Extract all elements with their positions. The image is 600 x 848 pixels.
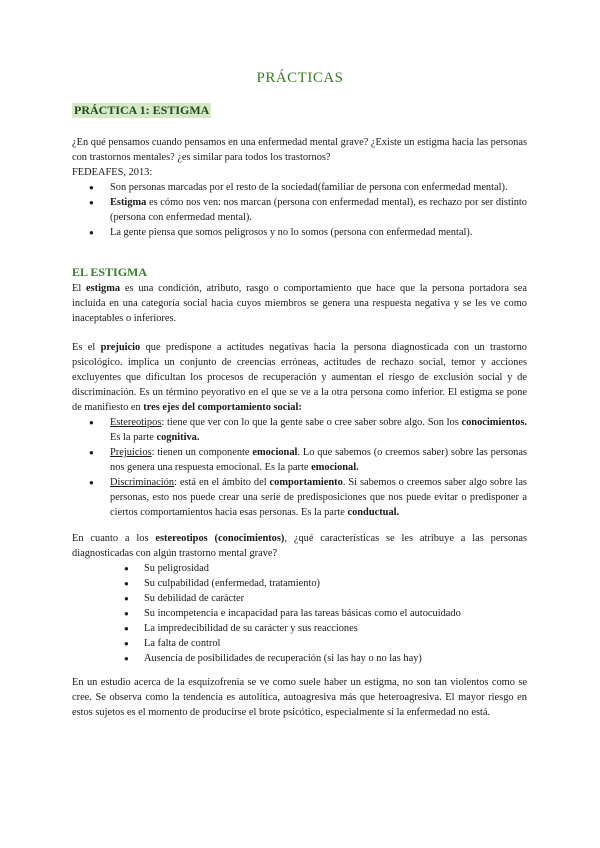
source-line: FEDEAFES, 2013: [72,167,153,178]
paragraph: El estigma es una condición, atributo, rasgo o comportamiento que hace que la persona portadora sea incluida en una categoría social hacia cuyos miembros se genera una respuesta negativa y se les ve como inaceptables o inferiores. [72,283,527,324]
list-item: ● Son personas marcadas por el resto de la sociedad(familiar de persona con enfermedad mental). [72,180,527,195]
page-title: PRÁCTICAS [256,70,344,86]
section-heading-estigma: EL ESTIGMA [72,265,148,279]
list-item: ● Estigma es cómo nos ven: nos marcan (persona con enfermedad mental), es rechazo por ser distinto (persona con enfermedad mental). [72,195,527,225]
list-item: ● Ausencia de posibilidades de recuperación (si las hay o no las hay) [72,651,527,666]
paragraph: Es el prejuicio que predispone a actitudes negativas hacia la persona diagnosticada con un trastorno psicológico. implica un conjunto de creencias erróneas, actitudes de rechazo social, temor y acciones excluyentes que dificultan los procesos de recuperación y aumentan el riesgo de exclusión social y de discriminación. Es un término peyorativo en el que se ve a la otra persona como inferior. El estigma se pone de manifiesto en tres ejes del comportamiento social: [72,342,527,413]
estereotipos-block [72,531,527,666]
list-item: ● Discriminación: está en el ámbito del comportamiento. Si sabemos o creemos saber algo sobre las personas, esto nos puede crear una serie de predisposiciones que nos puede evitar o predisponer a ciertos comportamientos hacia esas personas. Es la parte conductual. [72,475,527,520]
esquizofrenia-block [72,675,527,720]
list-item: ● Su culpabilidad (enfermedad, tratamiento) [72,576,527,591]
list-item: ● La gente piensa que somos peligrosos y no lo somos (persona con enfermedad mental). [72,225,527,240]
list-item: ● La falta de control [72,636,527,651]
list-item: ● Prejuicios: tienen un componente emocional. Lo que sabemos (o creemos saber) sobre las personas nos genera una respuesta emocional. Es la parte emocional. [72,445,527,475]
prejuicio-block [72,340,527,520]
estigma-definition [72,281,527,326]
list-item: ● Su debilidad de carácter [72,591,527,606]
caracteristicas-list [72,561,527,666]
intro-paragraph: ¿En qué pensamos cuando pensamos en una enfermedad mental grave? ¿Existe un estigma hacia las personas con trastornos mentales? ¿es similar para todos los trastornos? [72,137,528,163]
paragraph: En un estudio acerca de la esquizofrenia se ve como suele haber un estigma, no son tan violentos como se cree. Se observa como la tendencia es autolítica, autoagresiva más que heteroagresiva. El mayor riesgo en estos sujetos es el momento de producirse el brote psicótico, especialmente si la enfermedad no está. [72,677,527,718]
practica-intro-block [72,135,527,240]
fedeafes-list [72,180,527,240]
section-heading-practica: PRÁCTICA 1: ESTIGMA [74,103,210,117]
list-item: ● La impredecibilidad de su carácter y sus reacciones [72,621,527,636]
list-item: ● Su peligrosidad [72,561,527,576]
paragraph: En cuanto a los estereotipos (conocimientos), ¿qué características se les atribuye a las personas diagnosticadas con algún trastorno mental grave? [72,533,527,559]
list-item: ● Estereotipos: tiene que ver con lo que la gente sabe o cree saber sobre algo. Son los conocimientos. Es la parte cognitiva. [72,415,527,445]
list-item: ● Su incompetencia e incapacidad para las tareas básicas como el autocuidado [72,606,527,621]
ejes-list [72,415,527,520]
